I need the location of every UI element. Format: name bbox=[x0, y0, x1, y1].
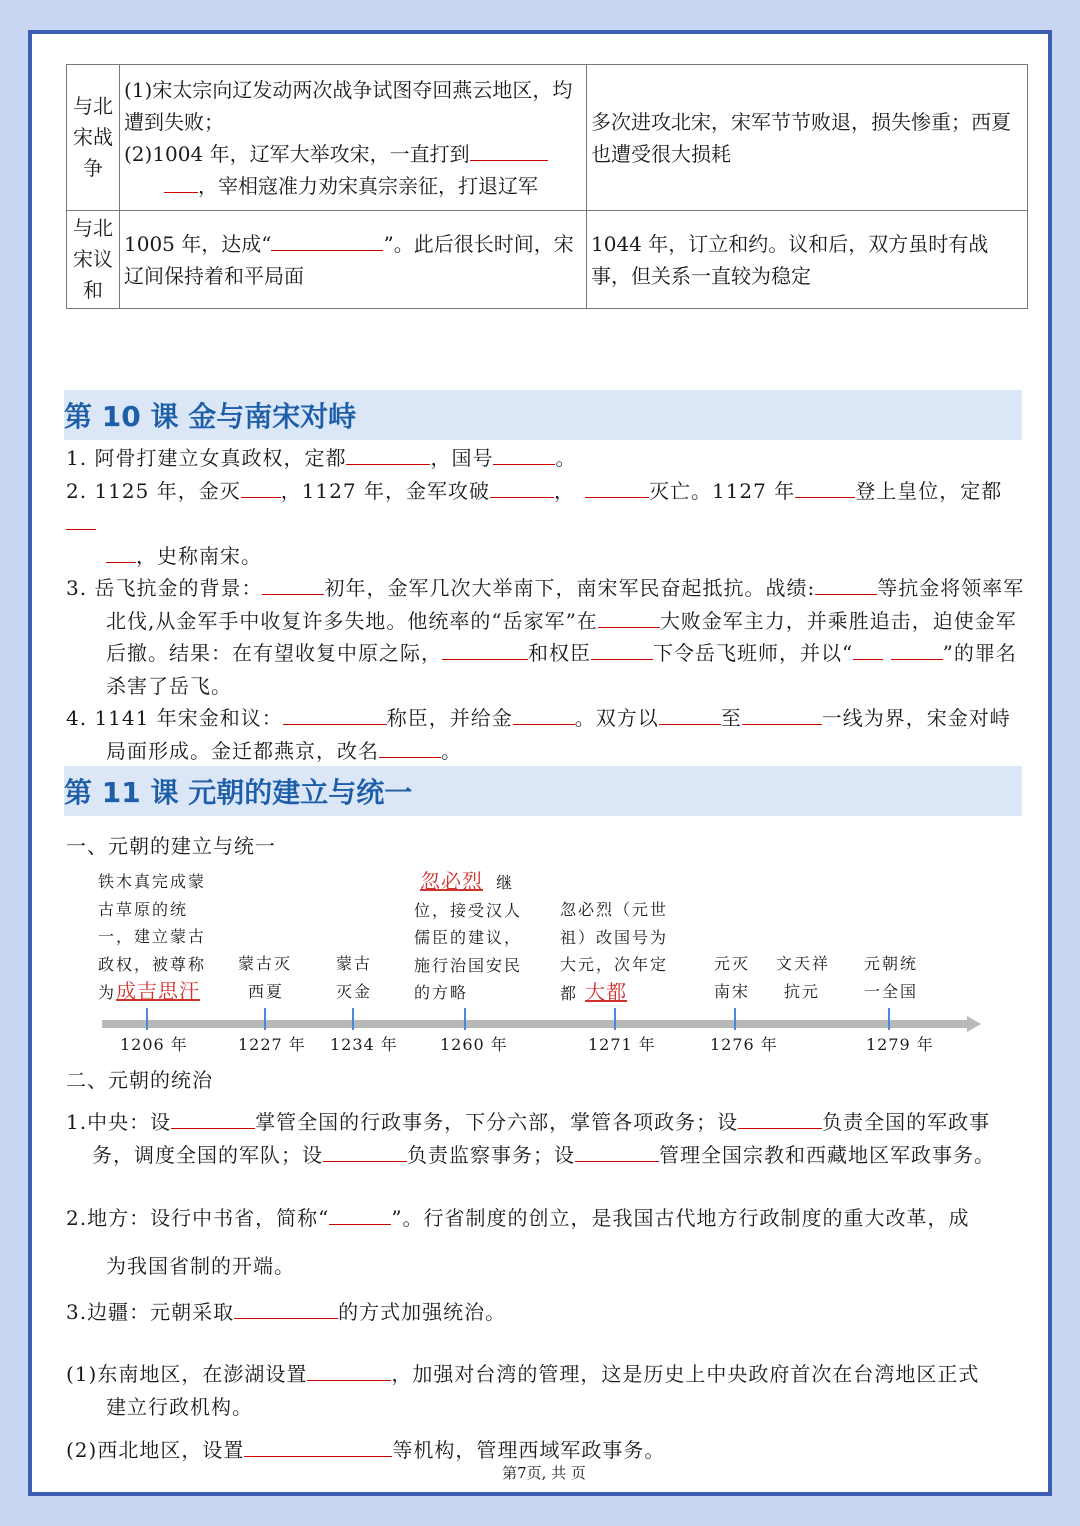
timeline-event-1234: 蒙古 灭金 bbox=[336, 954, 373, 1001]
fill-blank[interactable] bbox=[853, 639, 883, 660]
fill-blank[interactable] bbox=[493, 444, 555, 465]
list-item-border: 3.边疆：元朝采取 的方式加强统治。 bbox=[66, 1300, 507, 1324]
timeline-arrow-icon bbox=[967, 1016, 981, 1032]
fill-blank[interactable] bbox=[379, 737, 441, 758]
fill-blank[interactable] bbox=[329, 1204, 391, 1225]
fill-blank[interactable] bbox=[346, 444, 430, 465]
page-footer: 第7页, 共 页 bbox=[502, 1464, 586, 1482]
fill-blank[interactable] bbox=[164, 172, 198, 193]
page-frame bbox=[28, 30, 1052, 1496]
timeline-event-wentianxiang: 文天祥 抗元 bbox=[776, 954, 831, 1001]
timeline-year: 1206 年 bbox=[120, 1035, 188, 1054]
fill-blank[interactable] bbox=[659, 704, 721, 725]
fill-blank[interactable] bbox=[575, 1141, 659, 1162]
fill-blank[interactable] bbox=[271, 230, 383, 251]
timeline-tick bbox=[146, 1008, 148, 1030]
fill-blank[interactable] bbox=[795, 477, 855, 498]
table-cell: (1)宋太宗向辽发动两次战争试图夺回燕云地区，均遭到失败； (2)1004 年，辽军大举攻宋，一直打到 ，宰相寇准力劝宋真宗亲征，打退辽军 bbox=[120, 65, 587, 211]
timeline-year: 1271 年 bbox=[588, 1035, 656, 1054]
table-row-head: 与北宋议和 bbox=[67, 211, 120, 309]
lesson10-heading bbox=[64, 390, 1022, 440]
subheading-rule: 二、元朝的统治 bbox=[66, 1068, 213, 1092]
answer-kublai: 忽必烈 bbox=[420, 869, 483, 893]
table-cell: 多次进攻北宋，宋军节节败退，损失惨重；西夏也遭受很大损耗 bbox=[587, 65, 1028, 211]
answer-genghis-khan: 成吉思汗 bbox=[116, 979, 201, 1003]
timeline-tick bbox=[614, 1008, 616, 1030]
fill-blank[interactable] bbox=[234, 1298, 338, 1319]
table-row-head: 与北宋战争 bbox=[67, 65, 120, 211]
timeline-tick bbox=[734, 1008, 736, 1030]
timeline-tick bbox=[888, 1008, 890, 1030]
lesson11-heading bbox=[64, 766, 1022, 816]
fill-blank[interactable] bbox=[585, 477, 649, 498]
timeline-event-1227: 蒙古灭 西夏 bbox=[238, 954, 293, 1001]
list-item-southeast: (1)东南地区，在澎湖设置 ，加强对台湾的管理，这是历史上中央政府首次在台湾地区正式 建立行政机构。 bbox=[66, 1362, 980, 1419]
fill-blank[interactable] bbox=[323, 1141, 407, 1162]
timeline-event-1206: 铁木真完成蒙 古草原的统 一，建立蒙古 政权，被尊称 为成吉思汗 bbox=[98, 872, 207, 1003]
table-cell: 1005 年，达成“ ”。此后很长时间，宋辽间保持着和平局面 bbox=[120, 211, 587, 309]
liao-song-table bbox=[66, 64, 1028, 309]
fill-blank[interactable] bbox=[106, 542, 136, 563]
timeline-axis bbox=[102, 1020, 972, 1028]
timeline-tick bbox=[464, 1008, 466, 1030]
fill-blank[interactable] bbox=[742, 704, 822, 725]
list-item-central: 1.中央：设 掌管全国的行政事务，下分六部，掌管各项政务；设 负责全国的军政事务，调度全国的军队；设 负责监察事务；设 管理全国宗教和西藏地区军政事务。 bbox=[66, 1110, 995, 1167]
timeline-tick bbox=[352, 1008, 354, 1030]
list-item: 1. 阿骨打建立女真政权，定都 ，国号 。 bbox=[66, 446, 577, 470]
lesson10-title: 第 10 课 金与南宋对峙 bbox=[64, 400, 357, 433]
fill-blank[interactable] bbox=[283, 704, 387, 725]
fill-blank[interactable] bbox=[244, 1436, 392, 1457]
timeline-year: 1234 年 bbox=[330, 1035, 398, 1054]
fill-blank[interactable] bbox=[262, 574, 324, 595]
timeline-year: 1260 年 bbox=[440, 1035, 508, 1054]
timeline-year: 1279 年 bbox=[866, 1035, 934, 1054]
lesson10-items bbox=[66, 442, 1026, 767]
list-item: 2. 1125 年，金灭 ，1127 年，金军攻破 ， 灭亡。1127 年 登上皇位，定都 ，史称南宋。 bbox=[66, 478, 1003, 568]
table-cell: 1044 年，订立和约。议和后，双方虽时有战事，但关系一直较为稳定 bbox=[587, 211, 1028, 309]
lesson11-title: 第 11 课 元朝的建立与统一 bbox=[64, 776, 413, 809]
fill-blank[interactable] bbox=[307, 1360, 391, 1381]
list-item: 3. 岳飞抗金的背景： 初年，金军几次大举南下，南宋军民奋起抵抗。战绩: 等抗金将领率军北伐,从金军手中收复许多失地。他统率的“岳家军”在 大败金军主力，并乘胜追击，迫使金军后撤。结果：在有望收复中原之际， 和权臣 下令岳飞班师，并以“ ”的罪名杀害了岳飞。 bbox=[66, 576, 1025, 698]
fill-blank[interactable] bbox=[470, 140, 548, 161]
timeline-event-1260: 忽必烈 继 位，接受汉人 儒臣的建议， 施行治国安民 的方略 bbox=[414, 869, 523, 1002]
fill-blank[interactable] bbox=[815, 574, 877, 595]
timeline-event-1271: 忽必烈（元世 祖）改国号为 大元，次年定 都 大都 bbox=[560, 900, 669, 1004]
fill-blank[interactable] bbox=[442, 639, 528, 660]
answer-dadu: 大都 bbox=[585, 979, 628, 1004]
fill-blank[interactable] bbox=[891, 639, 943, 660]
timeline-tick bbox=[264, 1008, 266, 1030]
subheading-founding: 一、元朝的建立与统一 bbox=[66, 834, 276, 858]
fill-blank[interactable] bbox=[490, 477, 554, 498]
list-item: 4. 1141 年宋金和议： 称臣，并给金 。双方以 至 一线为界，宋金对峙局面形成。金迁都燕京，改名 。 bbox=[66, 706, 1011, 763]
fill-blank[interactable] bbox=[738, 1108, 822, 1129]
fill-blank[interactable] bbox=[241, 477, 281, 498]
fill-blank[interactable] bbox=[171, 1108, 255, 1129]
list-item-local: 2.地方：设行中书省，简称“ ”。行省制度的创立，是我国古代地方行政制度的重大改革，成 bbox=[66, 1206, 970, 1230]
timeline-year: 1227 年 bbox=[238, 1035, 306, 1054]
timeline-event-1276: 元灭 南宋 bbox=[714, 954, 751, 1001]
fill-blank[interactable] bbox=[513, 704, 575, 725]
timeline-year: 1276 年 bbox=[710, 1035, 778, 1054]
timeline-event-1279: 元朝统 一全国 bbox=[864, 954, 919, 1001]
list-item-northwest: (2)西北地区，设置 等机构，管理西域军政事务。 bbox=[66, 1438, 666, 1462]
fill-blank[interactable] bbox=[598, 607, 660, 628]
fill-blank[interactable] bbox=[66, 509, 96, 530]
fill-blank[interactable] bbox=[591, 639, 653, 660]
list-item-local-cont: 为我国省制的开端。 bbox=[106, 1254, 295, 1278]
